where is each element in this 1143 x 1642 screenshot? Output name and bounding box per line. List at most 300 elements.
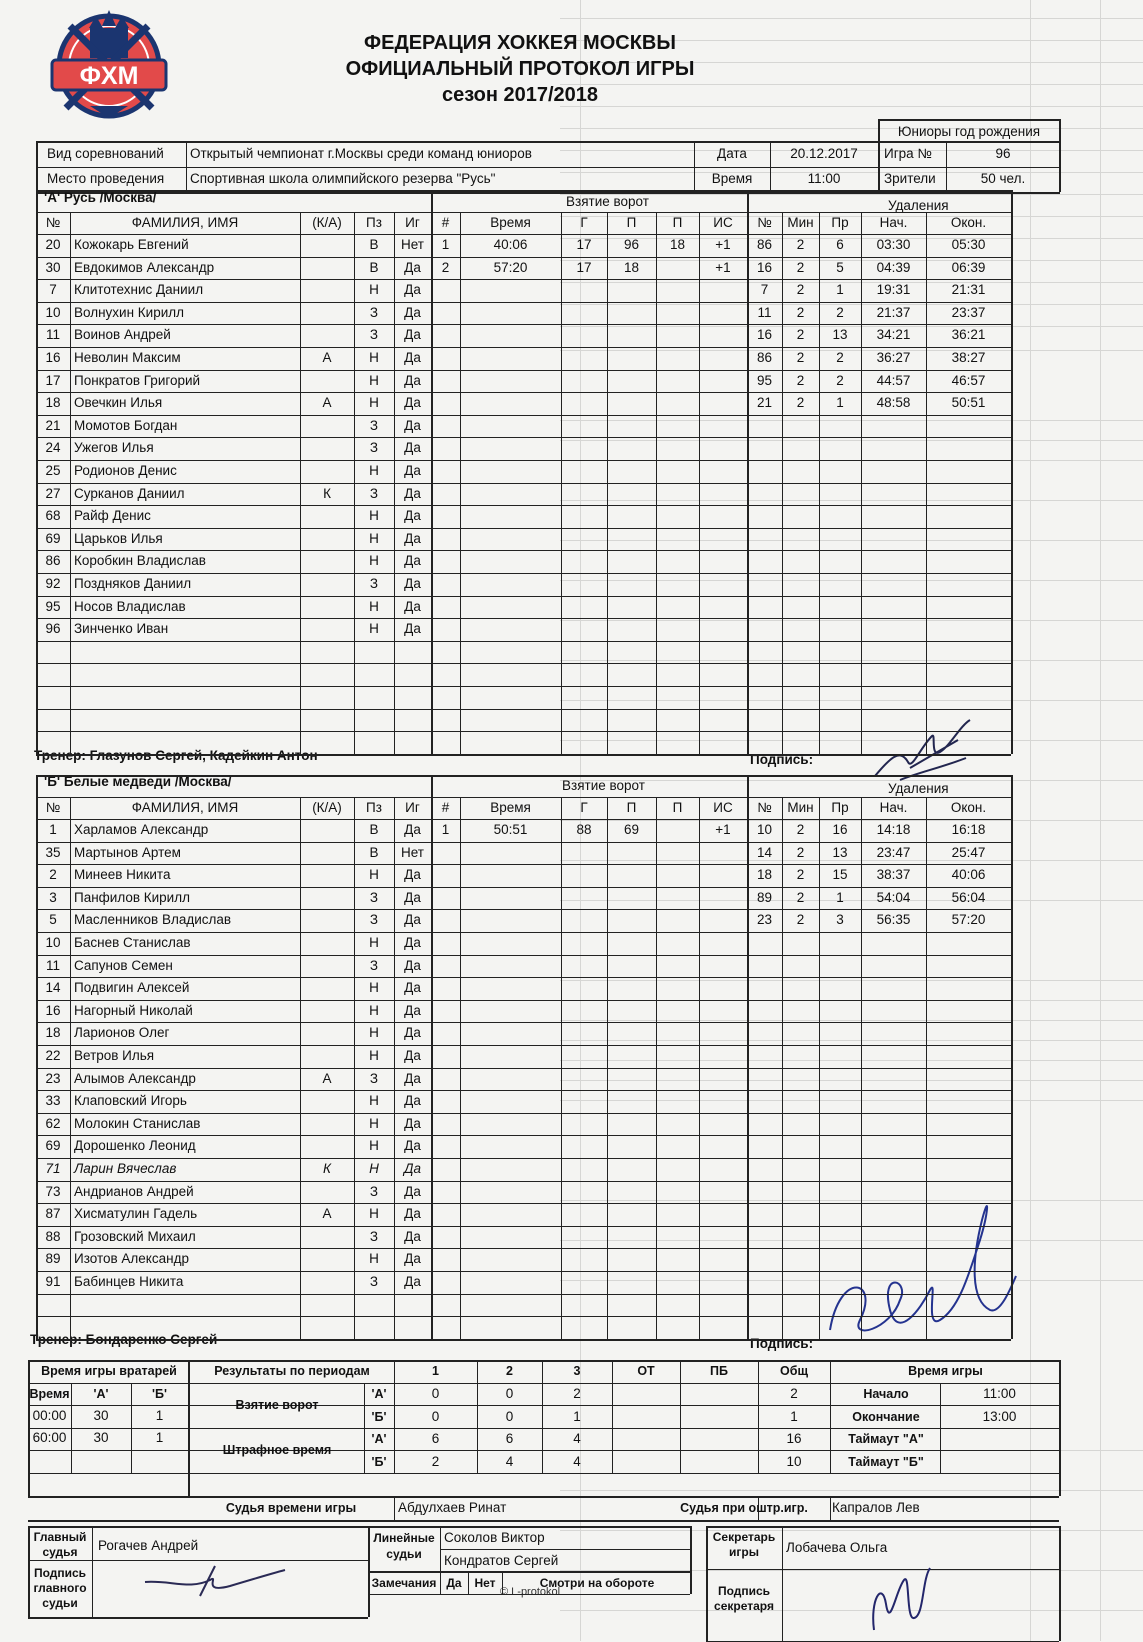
team-a-player-name: Коробкин Владислав xyxy=(74,553,206,569)
team-a-player-pz: Н xyxy=(369,553,379,569)
team-a-pen-start: 03:30 xyxy=(876,237,911,252)
team-b-pen-reason: 1 xyxy=(836,889,844,905)
team-b-player-ka: А xyxy=(322,1070,332,1086)
team-a-player-ig: Нет xyxy=(401,237,424,252)
competition-label: Вид соревнований xyxy=(47,146,164,161)
linesmen-label: Линейные судьи xyxy=(373,1531,435,1561)
team-b-hdr-hash: # xyxy=(441,800,450,815)
category-label: Юниоры год рождения xyxy=(897,124,1041,139)
team-a-pen-min: 2 xyxy=(796,259,805,275)
team-a-player-pz: З xyxy=(369,304,379,320)
referee-value: Рогачев Андрей xyxy=(98,1538,199,1553)
penalty-judge-value: Капралов Лев xyxy=(832,1500,920,1515)
team-a-player-name: Родионов Денис xyxy=(74,463,177,478)
team-b-player-no: 89 xyxy=(45,1251,61,1267)
team-a-goal-assist1: 18 xyxy=(623,259,640,275)
team-a-player-pz: З xyxy=(369,576,379,591)
team-b-pen-no: 10 xyxy=(756,822,773,837)
goalie-col-b: 'Б' xyxy=(152,1387,167,1401)
competition-value: Открытый чемпионат г.Москвы среди команд юниоров xyxy=(190,146,532,161)
team-a-pen-reason: 2 xyxy=(836,372,844,388)
goalie-row-a: 30 xyxy=(93,1408,109,1423)
team-a-pen-end: 36:21 xyxy=(951,327,986,343)
team-a-hdr-ka: (К/А) xyxy=(312,215,342,230)
team-b-pen-min: 2 xyxy=(796,912,805,928)
team-b-player-name: Хисматулин Гадель xyxy=(74,1206,198,1222)
team-b-pen-start: 54:04 xyxy=(876,889,911,905)
periods-value: 1 xyxy=(573,1408,581,1424)
remarks-yes: Да xyxy=(446,1576,462,1590)
team-b-pen-end: 57:20 xyxy=(951,912,986,928)
team-b-player-pz: З xyxy=(369,912,379,928)
team-b-player-name: Изотов Александр xyxy=(74,1251,189,1267)
team-b-hdr-g: Г xyxy=(580,800,588,815)
team-b-player-name: Алымов Александр xyxy=(74,1070,196,1086)
team-a-title: 'А' Русь /Москва/ xyxy=(44,190,157,205)
team-a-player-ig: Да xyxy=(404,463,421,478)
team-a-hdr-pen-no: № xyxy=(757,215,772,230)
referee-sign-label: Подпись главного судьи xyxy=(33,1566,87,1610)
team-a-pen-reason: 1 xyxy=(836,395,844,411)
team-a-hdr-g: Г xyxy=(580,215,588,230)
team-b-player-name: Дорошенко Леонид xyxy=(74,1138,196,1154)
team-a-pen-no: 16 xyxy=(756,327,773,343)
team-a-player-name: Овечкин Илья xyxy=(74,395,163,411)
logo-text: ФХМ xyxy=(79,62,139,90)
team-a-pen-min: 2 xyxy=(796,350,805,365)
team-a-player-no: 25 xyxy=(45,463,61,478)
goalie-col-time: Время xyxy=(29,1387,70,1401)
team-b-player-name: Харламов Александр xyxy=(74,822,209,837)
team-b-player-name: Молокин Станислав xyxy=(74,1115,201,1131)
team-a-pen-end: 05:30 xyxy=(951,237,986,252)
team-a-pen-start: 34:21 xyxy=(876,327,911,343)
team-a-player-name: Понкратов Григорий xyxy=(74,372,201,388)
team-a-player-ka: К xyxy=(323,485,331,501)
team-b-player-ig: Да xyxy=(404,957,421,973)
remarks-label: Замечания xyxy=(371,1576,437,1590)
team-a-hdr-goal-time: Время xyxy=(490,215,531,230)
team-a-player-pz: З xyxy=(369,485,379,501)
team-b-player-pz: З xyxy=(369,1274,379,1289)
game-time-value: 11:00 xyxy=(983,1386,1016,1401)
date-label: Дата xyxy=(717,146,747,161)
team-a-pen-end: 50:51 xyxy=(951,395,986,411)
fhm-logo xyxy=(44,8,174,120)
time-value: 11:00 xyxy=(807,171,841,186)
team-b-player-ig: Да xyxy=(404,1138,421,1154)
team-a-pen-no: 21 xyxy=(756,395,773,411)
team-b-goals-title: Взятие ворот xyxy=(562,778,645,793)
team-b-player-pz: Н xyxy=(369,1161,379,1176)
team-a-player-no: 27 xyxy=(45,485,61,501)
team-b-pen-start: 23:47 xyxy=(876,844,911,860)
game-time-label: Начало xyxy=(863,1387,909,1401)
team-a-player-ig: Да xyxy=(404,576,421,591)
team-b-player-ig: Да xyxy=(404,1093,421,1109)
team-a-player-name: Воинов Андрей xyxy=(74,327,171,343)
team-b-player-name: Баснев Станислав xyxy=(74,935,191,950)
referee-signature xyxy=(140,1560,290,1600)
team-a-player-pz: Н xyxy=(369,508,379,524)
team-b-player-ig: Да xyxy=(404,1002,421,1018)
team-b-player-pz: З xyxy=(369,957,379,973)
team-b-pen-start: 14:18 xyxy=(876,822,911,837)
team-b-player-name: Мартынов Артем xyxy=(74,844,181,860)
team-a-player-ig: Да xyxy=(404,327,421,343)
venue-value: Спортивная школа олимпийского резерва "Русь" xyxy=(190,171,496,186)
team-a-pen-reason: 1 xyxy=(836,282,844,298)
team-a-pen-start: 21:37 xyxy=(876,304,911,320)
team-b-player-ig: Да xyxy=(404,1206,421,1222)
spectators-label: Зрители xyxy=(884,171,936,186)
team-a-player-ig: Да xyxy=(404,553,421,569)
team-b-hdr-p2: П xyxy=(672,800,683,815)
team-b-player-no: 73 xyxy=(45,1183,61,1199)
team-a-player-ig: Да xyxy=(404,304,421,320)
team-a-player-no: 20 xyxy=(45,237,61,252)
secretary-sign-label: Подпись секретаря xyxy=(714,1584,774,1613)
periods-team-label: 'А' xyxy=(371,1387,387,1401)
team-b-player-name: Ларин Вячеслав xyxy=(74,1161,177,1176)
team-b-player-pz: В xyxy=(369,822,379,837)
team-a-player-no: 18 xyxy=(45,395,61,411)
team-a-player-no: 86 xyxy=(45,553,61,569)
team-a-pen-reason: 5 xyxy=(836,259,844,275)
team-b-player-name: Грозовский Михаил xyxy=(74,1228,196,1244)
team-a-player-ig: Да xyxy=(404,485,421,501)
team-b-hdr-min: Мин xyxy=(787,800,814,815)
team-b-player-name: Андрианов Андрей xyxy=(74,1183,194,1199)
team-b-penalties-title: Удаления xyxy=(888,781,949,796)
team-a-player-pz: З xyxy=(369,417,379,433)
team-b-hdr-ka: (К/А) xyxy=(312,800,342,815)
team-b-player-no: 62 xyxy=(45,1115,61,1131)
linesman-1: Соколов Виктор xyxy=(444,1530,545,1545)
team-b-pen-end: 40:06 xyxy=(951,867,986,883)
team-a-goals-title: Взятие ворот xyxy=(566,194,649,209)
team-b-goal-situation: +1 xyxy=(715,822,731,837)
team-a-goal-situation: +1 xyxy=(715,259,731,275)
team-b-player-name: Масленников Владислав xyxy=(74,912,232,928)
periods-value: 16 xyxy=(786,1431,802,1447)
secretary-label: Секретарь игры xyxy=(712,1530,776,1559)
team-b-player-pz: Н xyxy=(369,867,379,883)
goalie-row-time: 00:00 xyxy=(32,1408,67,1423)
team-a-goal-time: 40:06 xyxy=(493,237,528,252)
team-a-pen-end: 23:37 xyxy=(951,304,986,320)
team-a-goal-assist2: 18 xyxy=(669,237,686,252)
team-b-player-name: Нагорный Николай xyxy=(74,1002,193,1018)
referee-label: Главный судья xyxy=(33,1530,87,1559)
team-a-player-pz: Н xyxy=(369,621,379,637)
remarks-no: Нет xyxy=(474,1576,496,1590)
team-b-hdr-is: ИС xyxy=(713,800,733,815)
secretary-value: Лобачева Ольга xyxy=(786,1540,888,1555)
team-a-player-no: 95 xyxy=(45,598,61,614)
team-a-pen-min: 2 xyxy=(796,395,805,411)
team-a-player-ig: Да xyxy=(404,530,421,546)
team-a-pen-reason: 2 xyxy=(836,350,844,365)
team-b-hdr-goal-time: Время xyxy=(490,800,531,815)
team-a-hdr-is: ИС xyxy=(713,215,733,230)
team-a-penalties-title: Удаления xyxy=(888,198,949,213)
team-b-hdr-p1: П xyxy=(626,800,637,815)
team-b-signature-label: Подпись: xyxy=(750,1336,814,1351)
venue-label: Место проведения xyxy=(47,171,165,186)
timekeeper-value: Абдулхаев Ринат xyxy=(398,1500,507,1515)
team-a-player-name: Неволин Максим xyxy=(74,350,181,365)
team-b-player-ka: К xyxy=(323,1161,331,1176)
periods-value: 2 xyxy=(790,1386,798,1401)
team-b-hdr-pen-no: № xyxy=(757,800,772,815)
team-a-pen-start: 19:31 xyxy=(876,282,911,298)
team-b-hdr-pr: Пр xyxy=(831,800,849,815)
team-a-player-pz: Н xyxy=(369,598,379,614)
periods-value: 10 xyxy=(786,1453,802,1469)
spectators-value: 50 чел. xyxy=(980,171,1026,186)
team-b-goal-n: 1 xyxy=(441,822,450,837)
team-b-coach-signature xyxy=(820,1180,1020,1360)
team-a-player-name: Ужегов Илья xyxy=(74,440,154,456)
periods-value: 0 xyxy=(505,1408,514,1424)
team-b-pen-start: 56:35 xyxy=(876,912,911,928)
team-a-pen-start: 48:58 xyxy=(876,395,911,411)
team-a-pen-end: 06:39 xyxy=(951,259,986,275)
periods-col-header: 2 xyxy=(506,1364,513,1378)
team-b-player-no: 16 xyxy=(45,1002,61,1018)
team-a-player-ig: Да xyxy=(404,259,421,275)
team-b-player-pz: Н xyxy=(369,1138,379,1154)
team-a-signature-label: Подпись: xyxy=(750,752,814,767)
team-b-player-ig: Да xyxy=(403,1161,421,1176)
team-b-player-name: Ларионов Олег xyxy=(74,1025,170,1041)
team-b-player-ig: Да xyxy=(404,980,421,996)
team-a-pen-reason: 2 xyxy=(836,304,844,320)
team-a-player-name: Евдокимов Александр xyxy=(74,259,215,275)
team-b-player-name: Сапунов Семен xyxy=(74,957,173,973)
team-b-pen-end: 25:47 xyxy=(951,844,986,860)
game-time-value: 13:00 xyxy=(982,1408,1017,1424)
team-b-player-ig: Да xyxy=(404,1070,421,1086)
periods-value: 0 xyxy=(431,1408,440,1424)
team-b-player-name: Минеев Никита xyxy=(74,867,171,883)
team-b-player-pz: Н xyxy=(369,1048,379,1063)
team-b-player-no: 87 xyxy=(45,1206,61,1222)
team-a-pen-end: 46:57 xyxy=(951,372,986,388)
team-a-pen-no: 16 xyxy=(756,259,773,275)
team-b-pen-reason: 3 xyxy=(836,912,844,928)
team-b-player-pz: З xyxy=(369,1228,379,1244)
team-a-player-ig: Да xyxy=(404,417,421,433)
team-b-player-name: Подвигин Алексей xyxy=(74,980,190,996)
periods-value: 4 xyxy=(505,1453,514,1469)
team-b-player-no: 3 xyxy=(49,889,57,905)
team-b-player-ka: А xyxy=(322,1206,332,1222)
team-b-player-ig: Да xyxy=(404,1048,421,1063)
team-b-pen-no: 18 xyxy=(756,867,773,883)
team-b-title: 'Б' Белые медведи /Москва/ xyxy=(44,774,232,789)
team-b-player-ig: Да xyxy=(404,1228,421,1244)
team-a-player-ka: А xyxy=(322,395,332,411)
periods-value: 1 xyxy=(790,1408,798,1424)
team-b-pen-end: 56:04 xyxy=(951,889,986,905)
team-b-pen-reason: 15 xyxy=(832,867,848,883)
team-b-goal-assist1: 69 xyxy=(623,822,640,837)
penalty-judge-label: Судья при оштр.игр. xyxy=(680,1501,808,1515)
team-a-pen-reason: 6 xyxy=(836,237,844,252)
title-federation: ФЕДЕРАЦИЯ ХОККЕЯ МОСКВЫ xyxy=(364,32,676,54)
team-a-player-pz: В xyxy=(369,237,379,252)
periods-value: 6 xyxy=(505,1431,514,1447)
periods-value: 2 xyxy=(431,1453,440,1469)
team-a-player-ig: Да xyxy=(404,395,421,411)
team-b-player-ig: Да xyxy=(404,1274,421,1289)
team-b-player-name: Бабинцев Никита xyxy=(74,1274,184,1289)
team-a-player-pz: Н xyxy=(369,350,379,365)
team-b-player-no: 10 xyxy=(45,935,61,950)
time-label: Время xyxy=(711,171,753,186)
team-b-hdr-pz: Пз xyxy=(366,800,382,815)
team-a-goal-n: 2 xyxy=(441,259,450,275)
game-time-label: Таймаут "Б" xyxy=(848,1454,924,1469)
team-b-pen-min: 2 xyxy=(796,889,805,905)
team-b-player-no: 91 xyxy=(45,1274,61,1289)
team-b-player-pz: Н xyxy=(369,1025,379,1041)
team-a-hdr-pr: Пр xyxy=(831,215,849,230)
team-b-coach: Тренер: Бондаренко Сергей xyxy=(30,1332,218,1347)
team-b-player-pz: З xyxy=(369,889,379,905)
team-a-player-ig: Да xyxy=(404,372,421,388)
team-a-player-pz: Н xyxy=(369,530,379,546)
team-a-pen-no: 11 xyxy=(757,304,772,320)
team-a-player-name: Поздняков Даниил xyxy=(74,576,192,591)
team-b-player-ig: Да xyxy=(404,822,421,837)
team-a-player-no: 21 xyxy=(45,417,61,433)
team-b-player-no: 88 xyxy=(45,1228,61,1244)
team-b-player-pz: Н xyxy=(369,1093,379,1109)
team-b-player-ig: Да xyxy=(404,1025,421,1041)
team-b-pen-min: 2 xyxy=(796,822,805,837)
team-b-pen-no: 23 xyxy=(756,912,773,928)
team-a-player-no: 68 xyxy=(45,508,61,524)
team-b-player-no: 1 xyxy=(49,822,57,837)
team-a-hdr-end: Окон. xyxy=(950,215,987,230)
team-a-player-no: 11 xyxy=(45,327,60,343)
team-b-hdr-no: № xyxy=(45,800,61,815)
team-a-player-name: Момотов Богдан xyxy=(74,417,178,433)
team-b-player-pz: Н xyxy=(369,1002,379,1018)
periods-value: 6 xyxy=(431,1431,440,1447)
team-a-pen-no: 86 xyxy=(756,237,773,252)
team-b-player-name: Ветров Илья xyxy=(74,1048,155,1063)
team-a-pen-start: 04:39 xyxy=(876,259,911,275)
periods-value: 4 xyxy=(573,1453,581,1469)
date-value: 20.12.2017 xyxy=(790,146,858,161)
team-b-pen-start: 38:37 xyxy=(876,867,911,883)
team-b-pen-reason: 16 xyxy=(832,822,848,837)
goalie-time-title: Время игры вратарей xyxy=(41,1364,177,1378)
periods-value: 2 xyxy=(573,1386,581,1401)
team-b-player-ig: Да xyxy=(404,935,421,950)
team-a-player-pz: Н xyxy=(369,395,379,411)
periods-goals-label: Взятие ворот xyxy=(235,1398,319,1412)
team-b-player-ig: Да xyxy=(404,1183,421,1199)
team-b-goal-time: 50:51 xyxy=(493,822,528,837)
team-a-goal-scorer: 17 xyxy=(576,237,592,252)
team-a-goal-situation: +1 xyxy=(715,237,731,252)
team-a-hdr-p1: П xyxy=(626,215,637,230)
team-b-player-ig: Да xyxy=(404,1251,421,1267)
team-a-pen-end: 38:27 xyxy=(951,350,986,365)
team-a-player-pz: Н xyxy=(369,372,379,388)
periods-col-header: 1 xyxy=(432,1364,439,1378)
goalie-row-a: 30 xyxy=(93,1430,109,1445)
team-a-pen-no: 7 xyxy=(760,282,769,298)
team-b-player-no: 5 xyxy=(49,912,57,928)
game-no-label: Игра № xyxy=(884,146,932,161)
periods-value: 0 xyxy=(431,1386,440,1401)
team-b-player-name: Панфилов Кирилл xyxy=(74,889,190,905)
timekeeper-label: Судья времени игры xyxy=(225,1501,357,1515)
team-a-player-ig: Да xyxy=(404,598,421,614)
team-a-pen-no: 86 xyxy=(756,350,773,365)
team-a-player-ig: Да xyxy=(404,621,421,637)
team-a-player-pz: З xyxy=(369,327,379,343)
team-b-hdr-end: Окон. xyxy=(950,800,987,815)
team-b-player-no: 2 xyxy=(49,867,57,883)
team-b-pen-end: 16:18 xyxy=(951,822,986,837)
team-b-player-no: 11 xyxy=(45,957,60,973)
team-b-pen-no: 89 xyxy=(756,889,773,905)
team-b-player-pz: Н xyxy=(369,980,379,996)
linesman-2: Кондратов Сергей xyxy=(444,1553,559,1568)
team-b-player-pz: З xyxy=(369,1183,379,1199)
team-a-hdr-min: Мин xyxy=(787,215,814,230)
team-b-player-ig: Нет xyxy=(401,844,424,860)
team-a-pen-end: 21:31 xyxy=(951,282,986,298)
team-b-hdr-name: ФАМИЛИЯ, ИМЯ xyxy=(131,800,239,815)
team-b-pen-reason: 13 xyxy=(832,844,848,860)
team-b-player-no: 69 xyxy=(45,1138,61,1154)
team-b-player-no: 22 xyxy=(45,1048,61,1063)
team-b-player-pz: З xyxy=(369,1070,379,1086)
secretary-signature xyxy=(860,1560,940,1638)
team-b-player-ig: Да xyxy=(404,867,421,883)
title-season: сезон 2017/2018 xyxy=(441,84,599,106)
team-a-hdr-ig: Иг xyxy=(405,215,420,230)
team-a-hdr-pz: Пз xyxy=(366,215,382,230)
team-b-player-ig: Да xyxy=(404,1115,421,1131)
team-a-pen-min: 2 xyxy=(796,282,805,298)
periods-value: 0 xyxy=(505,1386,514,1401)
periods-col-header: ОТ xyxy=(637,1364,655,1378)
periods-col-header: 3 xyxy=(573,1364,581,1378)
team-a-player-ka: А xyxy=(322,350,332,365)
team-a-player-name: Волнухин Кирилл xyxy=(74,304,185,320)
team-b-player-no: 35 xyxy=(45,844,61,860)
team-a-player-ig: Да xyxy=(404,282,421,298)
team-b-player-pz: Н xyxy=(369,1251,379,1267)
game-time-title: Время игры xyxy=(908,1364,983,1378)
team-a-player-pz: В xyxy=(369,259,379,275)
periods-value: 4 xyxy=(573,1431,581,1447)
remarks-see: Смотри на обороте xyxy=(539,1576,655,1590)
team-a-pen-reason: 13 xyxy=(832,327,848,343)
team-b-pen-no: 14 xyxy=(756,844,773,860)
team-b-player-pz: Н xyxy=(369,1115,379,1131)
team-b-player-pz: Н xyxy=(369,1206,379,1222)
